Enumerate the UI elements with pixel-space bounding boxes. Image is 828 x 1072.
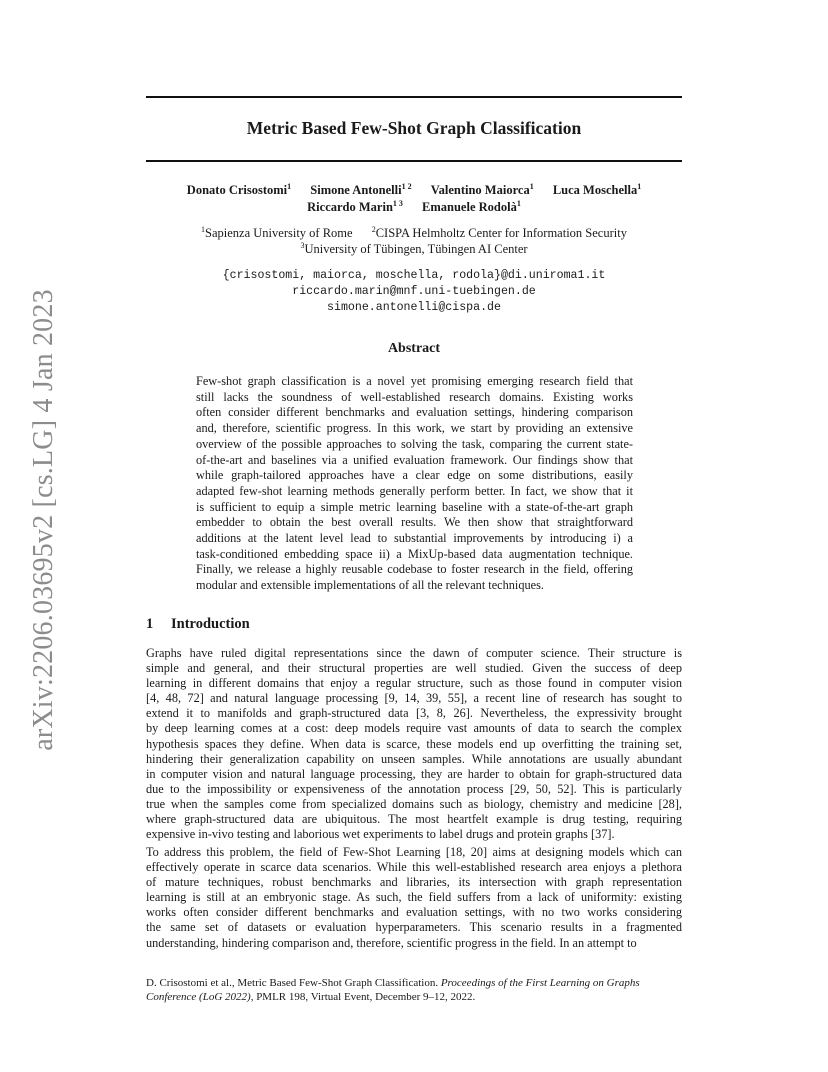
author-block	[146, 182, 682, 216]
abstract-line: while graph-tailored approaches have a clear edge on some distributions, easily	[196, 468, 633, 483]
abstract-line: and, therefore, scientific progress. In this work, we start by providing an extensive	[196, 421, 633, 436]
paragraph-line: of mature techniques, robust benchmarks and libraries, its intersection with graph representation	[146, 875, 682, 890]
author: Emanuele Rodolà$^1$	[422, 199, 521, 214]
abstract-line: Finally, we release a highly reusable codebase to foster research in the field, offering	[196, 562, 633, 577]
paragraph-line: learning is still at an embryonic stage. As such, the field suffers from a lack of uniformity: existing	[146, 890, 682, 905]
paragraph-line: extend it to manifolds and graph-structured data [3, 8, 26]. Nevertheless, the expressivity brought	[146, 706, 682, 721]
paragraph-line: hindering their generalization capability on unseen samples. While annotations are usually abundant	[146, 751, 682, 766]
abstract-line: adapted few-shot learning methods generally perform better. In fact, we show that it	[196, 483, 633, 498]
affiliation: $^3$University of Tübingen, Tübingen AI Center	[300, 241, 528, 256]
abstract-line: embedder to obtain the best overall results. We then show that straightforward	[196, 515, 633, 530]
abstract-line: is sufficient to equip a simple metric learning baseline with a state-of-the-art graph	[196, 499, 633, 514]
arxiv-watermark: arXiv:2206.03695v2 [cs.LG] 4 Jan 2023	[28, 289, 59, 751]
email-line: {crisostomi, maiorca, moschella, rodola}@di.uniroma1.it	[222, 269, 606, 282]
paragraph-line: true when the samples come from specialized domains such as biology, chemistry and medicine [28],	[146, 796, 682, 811]
title-rule-top	[146, 96, 682, 98]
abstract-line: often consider different benchmarks and evaluation settings, hindering comparison	[196, 405, 633, 420]
affiliation: $^2$CISPA Helmholtz Center for Information Security	[371, 225, 627, 240]
section-heading	[146, 616, 250, 633]
author: Simone Antonelli$^{1 2}$	[310, 182, 412, 197]
abstract-line: still lacks the soundness of well-established research domains. Existing works	[196, 389, 633, 404]
author: Luca Moschella$^1$	[552, 182, 642, 197]
footnote	[146, 976, 682, 1004]
abstract-line: modular and extensible implementations of all the relevant techniques.	[196, 578, 544, 593]
author: Donato Crisostomi$^1$	[186, 182, 292, 197]
paragraph-line: by deep learning comes at a cost: deep models require vast amounts of data to search the complex	[146, 721, 682, 736]
paragraph-line: the same set of datasets or evaluation hyperparameters. This scenario results in a fragmented	[146, 920, 682, 935]
paragraph-line: works often consider different benchmarks and evaluation settings, with no two works considering	[146, 905, 682, 920]
footnote-suffix: , PMLR 198, Virtual Event, December 9–12, 2022.	[250, 991, 476, 1003]
affiliations	[146, 225, 682, 257]
abstract-line: task-conditioned embedding space ii) a MixUp-based data augmentation technique.	[196, 546, 633, 561]
footnote-prefix: D. Crisostomi et al., Metric Based Few-Shot Graph Classification.	[146, 977, 441, 989]
abstract-line: overview of the possible approaches to solving the task, comparing the current state-	[196, 436, 633, 451]
email-line: riccardo.marin@mnf.uni-tuebingen.de	[292, 285, 536, 298]
paragraph-line: understanding, hindering comparison and, therefore, scientific progress in the field. In an attempt to	[146, 935, 637, 950]
abstract-line: of-the-art and baselines via a unified evaluation framework. Our findings show that	[196, 452, 633, 467]
abstract-line: additions at the latent level lead to substantial improvements by introducing i) a	[196, 531, 633, 546]
footnote-venue: Proceedings of the First Learning on Graphs Conference (LoG 2022)	[146, 977, 640, 1003]
intro-paragraph-1	[146, 646, 682, 842]
paragraph-line: in computer vision and natural language processing, they are harder to obtain for graph-structured data	[146, 766, 682, 781]
paragraph-line: Graphs have ruled digital representations since the dawn of computer science. Their structure is	[146, 646, 682, 660]
abstract-body	[196, 374, 633, 594]
section-title: Introduction	[171, 616, 250, 632]
author: Valentino Maiorca$^1$	[430, 182, 534, 197]
email-line: simone.antonelli@cispa.de	[327, 301, 501, 314]
section-number: 1	[146, 616, 154, 632]
paragraph-line: To address this problem, the field of Few-Shot Learning [18, 20] aims at designing models which can	[146, 845, 682, 859]
paragraph-line: [4, 48, 72] and natural language processing [9, 14, 39, 55], a recent line of research has sought to	[146, 691, 682, 706]
paragraph-line: hypothesis spaces they define. When data is scarce, these models end up overfitting the training set,	[146, 736, 682, 751]
abstract-line: Few-shot graph classification is a novel yet promising emerging research field that	[196, 374, 633, 388]
affiliation: $^1$Sapienza University of Rome	[201, 225, 353, 240]
author: Riccardo Marin$^{1 3}$	[307, 199, 403, 214]
paragraph-line: where graph-structured data are ubiquitous. The most heartfelt example is drug testing, requiring	[146, 812, 682, 827]
email-block	[146, 268, 682, 316]
paragraph-line: expensive in-vivo testing and laborious wet experiments to label drugs and protein graphs [37].	[146, 827, 615, 842]
paragraph-line: simple and general, and their structural properties are well studied. Given the success of deep	[146, 661, 682, 676]
paragraph-line: effectively operate in scarce data scenarios. While this well-established research area enjoys a plethora	[146, 860, 682, 875]
title-rule-bottom	[146, 160, 682, 162]
paper-title: Metric Based Few-Shot Graph Classification	[246, 118, 582, 138]
abstract-heading: Abstract	[387, 341, 441, 356]
intro-paragraph-2	[146, 845, 682, 951]
paragraph-line: due to the impossibility or expensiveness of the annotation process [29, 50, 52]. This is particularly	[146, 781, 682, 796]
paragraph-line: learning in different domains that enjoy a regular structure, such as those found in computer vision	[146, 676, 682, 691]
